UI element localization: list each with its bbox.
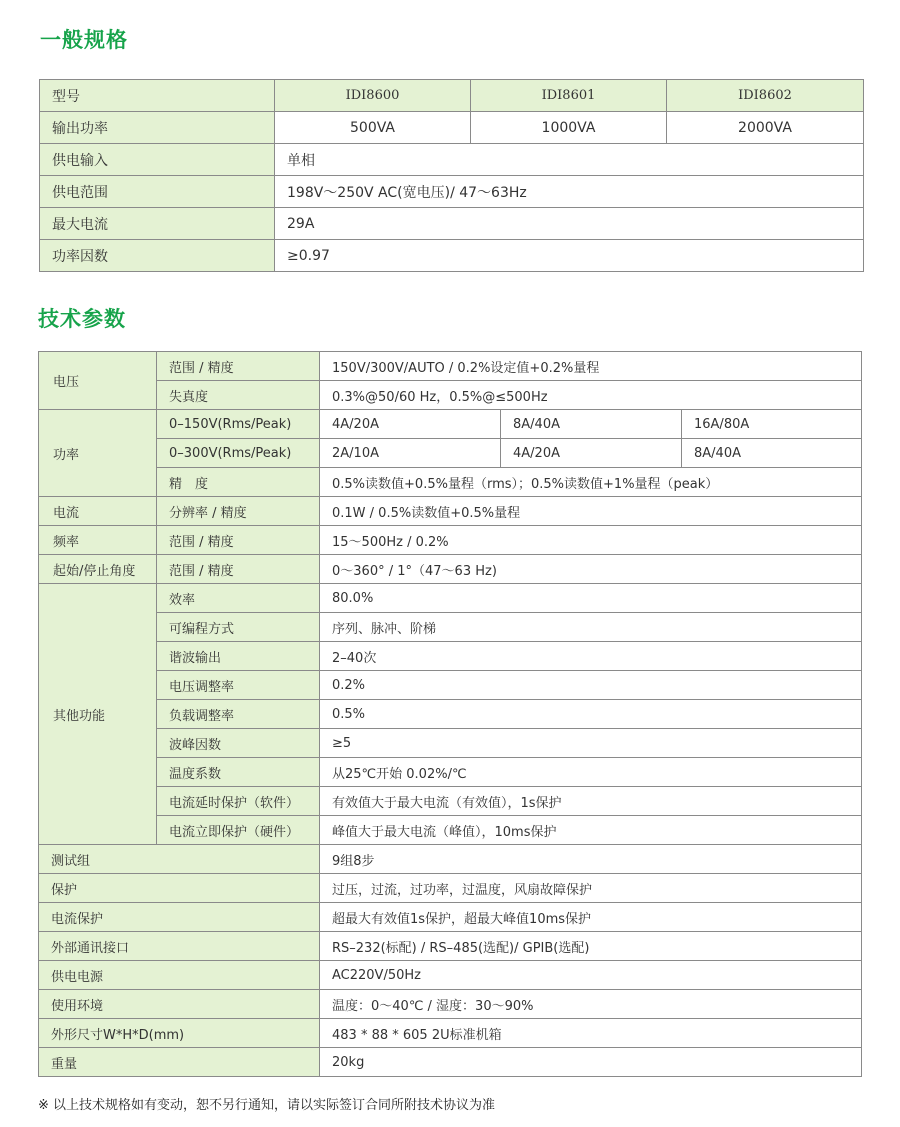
row-label: 外形尺寸W*H*D(mm) bbox=[39, 1019, 320, 1048]
table-row bbox=[39, 1048, 862, 1077]
row-value: 9组8步 bbox=[320, 845, 862, 874]
table-row bbox=[39, 787, 862, 816]
row-value: 15～500Hz / 0.2% bbox=[320, 526, 862, 555]
row-label: 供电范围 bbox=[40, 176, 275, 208]
row-value: 0.5%读数值+0.5%量程（rms）；0.5%读数值+1%量程（peak） bbox=[320, 468, 862, 497]
table-row bbox=[39, 990, 862, 1019]
row-value: AC220V/50Hz bbox=[320, 961, 862, 990]
sub-label: 效率 bbox=[157, 584, 320, 613]
table-row bbox=[39, 468, 862, 497]
table-row bbox=[39, 1019, 862, 1048]
sub-label: 谐波输出 bbox=[157, 642, 320, 671]
group-label-voltage: 电压 bbox=[39, 352, 157, 410]
table-row bbox=[39, 555, 862, 584]
table-row bbox=[39, 932, 862, 961]
table-row bbox=[39, 410, 862, 439]
model-cell: IDI8602 bbox=[667, 80, 864, 112]
table-row bbox=[39, 729, 862, 758]
row-value: 483 * 88 * 605 2U标准机箱 bbox=[320, 1019, 862, 1048]
group-label-angle: 起始/停止角度 bbox=[39, 555, 157, 584]
sub-label: 0–300V(Rms/Peak) bbox=[157, 439, 320, 468]
row-label: 供电电源 bbox=[39, 961, 320, 990]
table-row bbox=[39, 671, 862, 700]
row-value: 150V/300V/AUTO / 0.2%设定值+0.2%量程 bbox=[320, 352, 862, 381]
sub-label: 失真度 bbox=[157, 381, 320, 410]
row-value: ≥0.97 bbox=[275, 240, 864, 272]
table-row bbox=[39, 700, 862, 729]
sub-label: 负载调整率 bbox=[157, 700, 320, 729]
output-power-cell: 2000VA bbox=[667, 112, 864, 144]
table-row bbox=[39, 584, 862, 613]
general-spec-table bbox=[39, 79, 864, 272]
group-label-other: 其他功能 bbox=[39, 584, 157, 845]
sub-label: 精 度 bbox=[157, 468, 320, 497]
sub-label: 范围 / 精度 bbox=[157, 526, 320, 555]
row-label: 外部通讯接口 bbox=[39, 932, 320, 961]
row-label: 测试组 bbox=[39, 845, 320, 874]
output-power-cell: 500VA bbox=[275, 112, 471, 144]
table-row bbox=[40, 144, 864, 176]
table-row bbox=[40, 80, 864, 112]
sub-label: 电压调整率 bbox=[157, 671, 320, 700]
row-value: 单相 bbox=[275, 144, 864, 176]
sub-label: 可编程方式 bbox=[157, 613, 320, 642]
row-value: 20kg bbox=[320, 1048, 862, 1077]
table-row bbox=[39, 497, 862, 526]
row-label: 保护 bbox=[39, 874, 320, 903]
table-row bbox=[40, 208, 864, 240]
power-cell: 8A/40A bbox=[501, 410, 682, 439]
sub-label: 0–150V(Rms/Peak) bbox=[157, 410, 320, 439]
table-row bbox=[40, 176, 864, 208]
row-value: 29A bbox=[275, 208, 864, 240]
row-value: 从25℃开始 0.02%/℃ bbox=[320, 758, 862, 787]
row-value: 0.5% bbox=[320, 700, 862, 729]
sub-label: 温度系数 bbox=[157, 758, 320, 787]
table-row bbox=[39, 613, 862, 642]
power-cell: 2A/10A bbox=[320, 439, 501, 468]
row-value: 0.3%@50/60 Hz，0.5%@≤500Hz bbox=[320, 381, 862, 410]
sub-label: 范围 / 精度 bbox=[157, 555, 320, 584]
row-label: 型号 bbox=[40, 80, 275, 112]
row-label: 供电输入 bbox=[40, 144, 275, 176]
table-row bbox=[40, 240, 864, 272]
power-cell: 8A/40A bbox=[682, 439, 862, 468]
tech-spec-table bbox=[38, 351, 862, 1077]
row-value: 0.2% bbox=[320, 671, 862, 700]
row-value: RS–232(标配) / RS–485(选配)/ GPIB(选配) bbox=[320, 932, 862, 961]
table-row bbox=[39, 758, 862, 787]
power-cell: 4A/20A bbox=[501, 439, 682, 468]
row-value: 0～360° / 1°（47～63 Hz) bbox=[320, 555, 862, 584]
row-value: 过压，过流，过功率，过温度，风扇故障保护 bbox=[320, 874, 862, 903]
group-label-frequency: 频率 bbox=[39, 526, 157, 555]
table-row bbox=[40, 112, 864, 144]
table-row bbox=[39, 903, 862, 932]
row-value: 超最大有效值1s保护，超最大峰值10ms保护 bbox=[320, 903, 862, 932]
row-value: 温度：0～40℃ / 湿度：30～90% bbox=[320, 990, 862, 1019]
group-label-current: 电流 bbox=[39, 497, 157, 526]
table-row bbox=[39, 642, 862, 671]
table-row bbox=[39, 874, 862, 903]
row-value: 峰值大于最大电流（峰值），10ms保护 bbox=[320, 816, 862, 845]
row-label: 电流保护 bbox=[39, 903, 320, 932]
model-cell: IDI8600 bbox=[275, 80, 471, 112]
output-power-cell: 1000VA bbox=[471, 112, 667, 144]
table-row bbox=[39, 845, 862, 874]
sub-label: 电流立即保护（硬件） bbox=[157, 816, 320, 845]
sub-label: 电流延时保护（软件） bbox=[157, 787, 320, 816]
table-row bbox=[39, 961, 862, 990]
row-value: 80.0% bbox=[320, 584, 862, 613]
model-cell: IDI8601 bbox=[471, 80, 667, 112]
table-row bbox=[39, 526, 862, 555]
row-value: 序列、脉冲、阶梯 bbox=[320, 613, 862, 642]
power-cell: 16A/80A bbox=[682, 410, 862, 439]
row-label: 最大电流 bbox=[40, 208, 275, 240]
row-label: 功率因数 bbox=[40, 240, 275, 272]
row-label: 输出功率 bbox=[40, 112, 275, 144]
row-value: 有效值大于最大电流（有效值），1s保护 bbox=[320, 787, 862, 816]
row-label: 重量 bbox=[39, 1048, 320, 1077]
table-row bbox=[39, 381, 862, 410]
table-row bbox=[39, 439, 862, 468]
row-value: 198V～250V AC(宽电压)/ 47～63Hz bbox=[275, 176, 864, 208]
row-label: 使用环境 bbox=[39, 990, 320, 1019]
table-row bbox=[39, 816, 862, 845]
power-cell: 4A/20A bbox=[320, 410, 501, 439]
footnote: ※ 以上技术规格如有变动，恕不另行通知，请以实际签订合同所附技术协议为准 bbox=[38, 1098, 496, 1113]
sub-label: 波峰因数 bbox=[157, 729, 320, 758]
sub-label: 分辨率 / 精度 bbox=[157, 497, 320, 526]
row-value: 0.1W / 0.5%读数值+0.5%量程 bbox=[320, 497, 862, 526]
tech-spec-title: 技术参数 bbox=[38, 307, 126, 331]
row-value: ≥5 bbox=[320, 729, 862, 758]
row-value: 2–40次 bbox=[320, 642, 862, 671]
general-spec-title: 一般规格 bbox=[40, 28, 128, 52]
group-label-power: 功率 bbox=[39, 410, 157, 497]
sub-label: 范围 / 精度 bbox=[157, 352, 320, 381]
table-row bbox=[39, 352, 862, 381]
